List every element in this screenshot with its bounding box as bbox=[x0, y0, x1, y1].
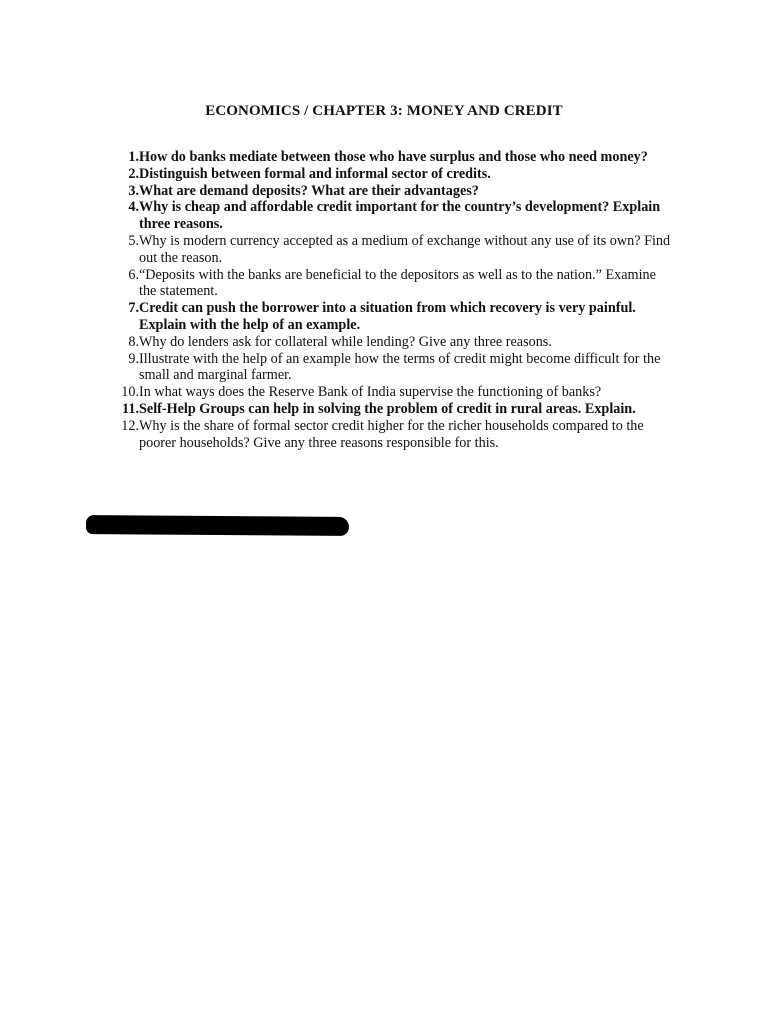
question-text: Distinguish between formal and informal sector of credits. bbox=[139, 165, 491, 182]
question-item bbox=[110, 384, 675, 401]
question-text: In what ways does the Reserve Bank of India supervise the functioning of banks? bbox=[139, 384, 602, 401]
question-number: 3. bbox=[128, 182, 139, 199]
redaction-mark bbox=[86, 515, 349, 536]
question-item bbox=[110, 300, 675, 334]
question-item bbox=[110, 183, 675, 200]
question-text: Why is the share of formal sector credit higher for the richer households compared to the poorer households? Give any three reasons responsible for this. bbox=[139, 417, 644, 451]
question-text: Why is cheap and affordable credit important for the country’s development? Explain three reasons. bbox=[139, 199, 661, 233]
question-item bbox=[110, 267, 675, 301]
question-text: Illustrate with the help of an example how the terms of credit might become difficult for the small and marginal farmer. bbox=[139, 350, 661, 384]
question-item bbox=[110, 351, 675, 385]
question-list bbox=[110, 149, 675, 451]
question-number: 5. bbox=[128, 232, 139, 249]
question-item bbox=[110, 401, 675, 418]
question-number: 1. bbox=[128, 149, 139, 165]
question-item bbox=[110, 166, 675, 183]
question-number: 4. bbox=[128, 199, 139, 216]
question-number: 11. bbox=[122, 400, 139, 417]
question-text: Self-Help Groups can help in solving the problem of credit in rural areas. Explain. bbox=[139, 400, 636, 417]
question-number: 8. bbox=[128, 333, 139, 350]
question-item bbox=[110, 233, 675, 267]
question-number: 7. bbox=[128, 300, 139, 317]
question-text: “Deposits with the banks are beneficial to the depositors as well as to the nation.” Examine the statement. bbox=[139, 266, 656, 300]
question-text: Why is modern currency accepted as a medium of exchange without any use of its own? Find out the reason. bbox=[139, 232, 671, 266]
question-item bbox=[110, 418, 675, 452]
question-item bbox=[110, 149, 675, 166]
question-text: How do banks mediate between those who have surplus and those who need money? bbox=[139, 149, 648, 165]
question-item bbox=[110, 334, 675, 351]
question-number: 9. bbox=[128, 350, 139, 367]
question-item bbox=[110, 199, 675, 233]
question-text: Why do lenders ask for collateral while lending? Give any three reasons. bbox=[139, 333, 552, 350]
question-text: Credit can push the borrower into a situation from which recovery is very painful. Explain with the help of an example. bbox=[139, 300, 636, 333]
question-number: 2. bbox=[128, 165, 139, 182]
page-title: ECONOMICS / CHAPTER 3: MONEY AND CREDIT bbox=[205, 103, 563, 119]
question-number: 12. bbox=[121, 417, 139, 434]
question-number: 6. bbox=[128, 266, 139, 283]
question-number: 10. bbox=[121, 384, 139, 401]
question-text: What are demand deposits? What are their advantages? bbox=[139, 182, 479, 199]
